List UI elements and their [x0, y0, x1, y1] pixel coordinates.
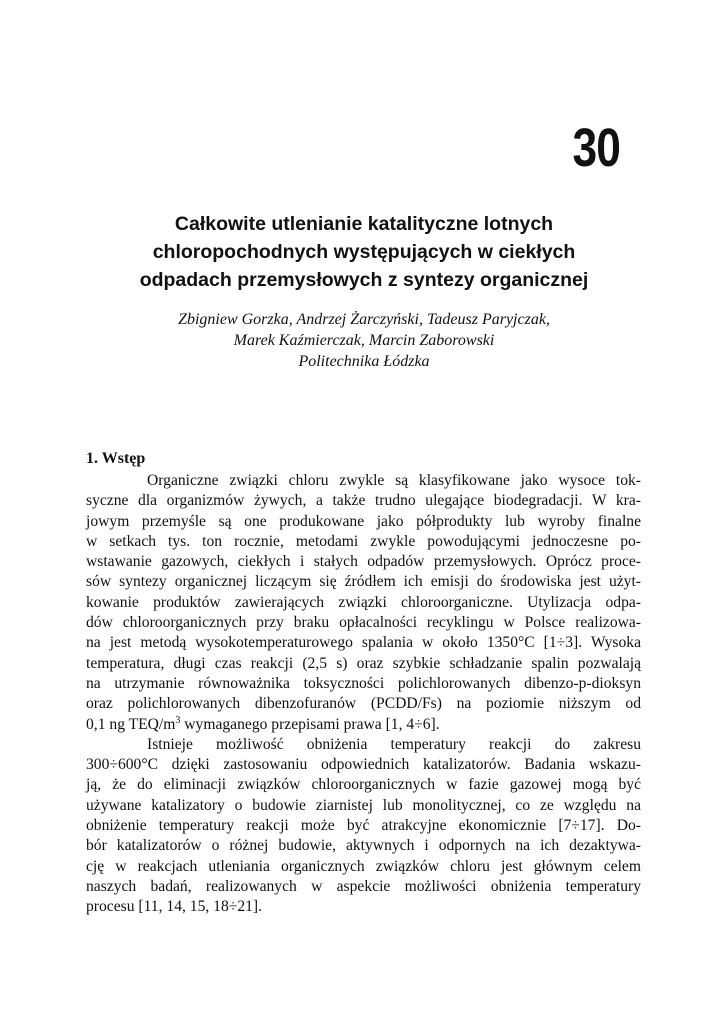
authors-line: Zbigniew Gorzka, Andrzej Żarczyński, Tadeusz Paryjczak,: [178, 311, 550, 328]
title-line: Całkowite utlenianie katalityczne lotnych: [174, 213, 554, 235]
chapter-number: 30: [572, 118, 620, 178]
text-line: 300÷600°C dzięki zastosowaniu odpowiednich katalizatorów. Badania wskazu-: [86, 756, 641, 774]
section-heading: 1. Wstęp: [86, 450, 146, 467]
text-line: ją, że do eliminacji związków chloroorganicznych w fazie gazowej mogą być: [86, 776, 641, 794]
chapter-title: [84, 210, 644, 294]
text-fragment: 0,1 ng TEQ/m: [86, 715, 176, 733]
title-line: odpadach przemysłowych z syntezy organicznej: [139, 269, 589, 291]
text-line: sów syntezy organicznej liczącym się źródłem ich emisji do środowiska jest użyt-: [86, 573, 641, 591]
text-line: [86, 715, 641, 735]
text-line: naszych badań, realizowanych w aspekcie możliwości obniżenia temperatury: [86, 877, 641, 895]
title-line: chloropochodnych występujących w ciekłych: [152, 241, 576, 263]
authors-block: [84, 309, 644, 372]
text-line: syczne dla organizmów żywych, a także trudno ulegające biodegradacji. W kra-: [86, 492, 641, 510]
text-line: bór katalizatorów o różnej budowie, aktywnych i odpornych na ich dezaktywa-: [86, 837, 641, 855]
text-line: dów chloroorganicznych przy braku opłacalności recyklingu w Polsce realizowa-: [86, 614, 641, 632]
text-line: cję w reakcjach utleniania organicznych związków chloru jest głównym celem: [86, 857, 641, 875]
superscript: 3: [175, 714, 181, 726]
text-line: oraz polichlorowanych dibenzofuranów (PCDD/Fs) na poziomie niższym od: [86, 695, 641, 713]
text-line: kowanie produktów zawierających związki chloroorganiczne. Utylizacja odpa-: [86, 593, 641, 611]
text-line: Istnieje możliwość obniżenia temperatury reakcji do zakresu: [147, 735, 641, 753]
text-line: temperatura, długi czas reakcji (2,5 s) oraz szybkie schładzanie spalin pozwalają: [86, 654, 641, 672]
text-line: w setkach tys. ton rocznie, metodami zwykle powodującymi jednoczesne po-: [86, 532, 641, 550]
text-line: procesu [11, 14, 15, 18÷21].: [86, 898, 263, 916]
text-line: na utrzymanie równoważnika toksyczności polichlorowanych dibenzo-p-dioksyn: [86, 674, 641, 692]
body-text: [86, 471, 641, 918]
text-line: wstawanie gazowych, ciekłych i stałych odpadów przemysłowych. Oprócz proce-: [86, 553, 641, 571]
text-line: używane katalizatory o budowie ziarnistej lub monolitycznej, co ze względu na: [86, 796, 641, 814]
text-fragment: wymaganego przepisami prawa [1, 4÷6].: [180, 715, 440, 733]
text-line: jowym przemyśle są one produkowane jako półprodukty lub wyroby finalne: [86, 512, 641, 530]
text-line: Organiczne związki chloru zwykle są klasyfikowane jako wysoce tok-: [147, 472, 641, 489]
authors-line: Marek Kaźmierczak, Marcin Zaborowski: [233, 332, 495, 349]
affiliation: Politechnika Łódzka: [298, 353, 430, 370]
text-line: na jest metodą wysokotemperaturowego spalania w około 1350°C [1÷3]. Wysoka: [86, 634, 641, 652]
text-line: obniżenie temperatury reakcji może być atrakcyjne ekonomicznie [7÷17]. Do-: [86, 817, 641, 835]
